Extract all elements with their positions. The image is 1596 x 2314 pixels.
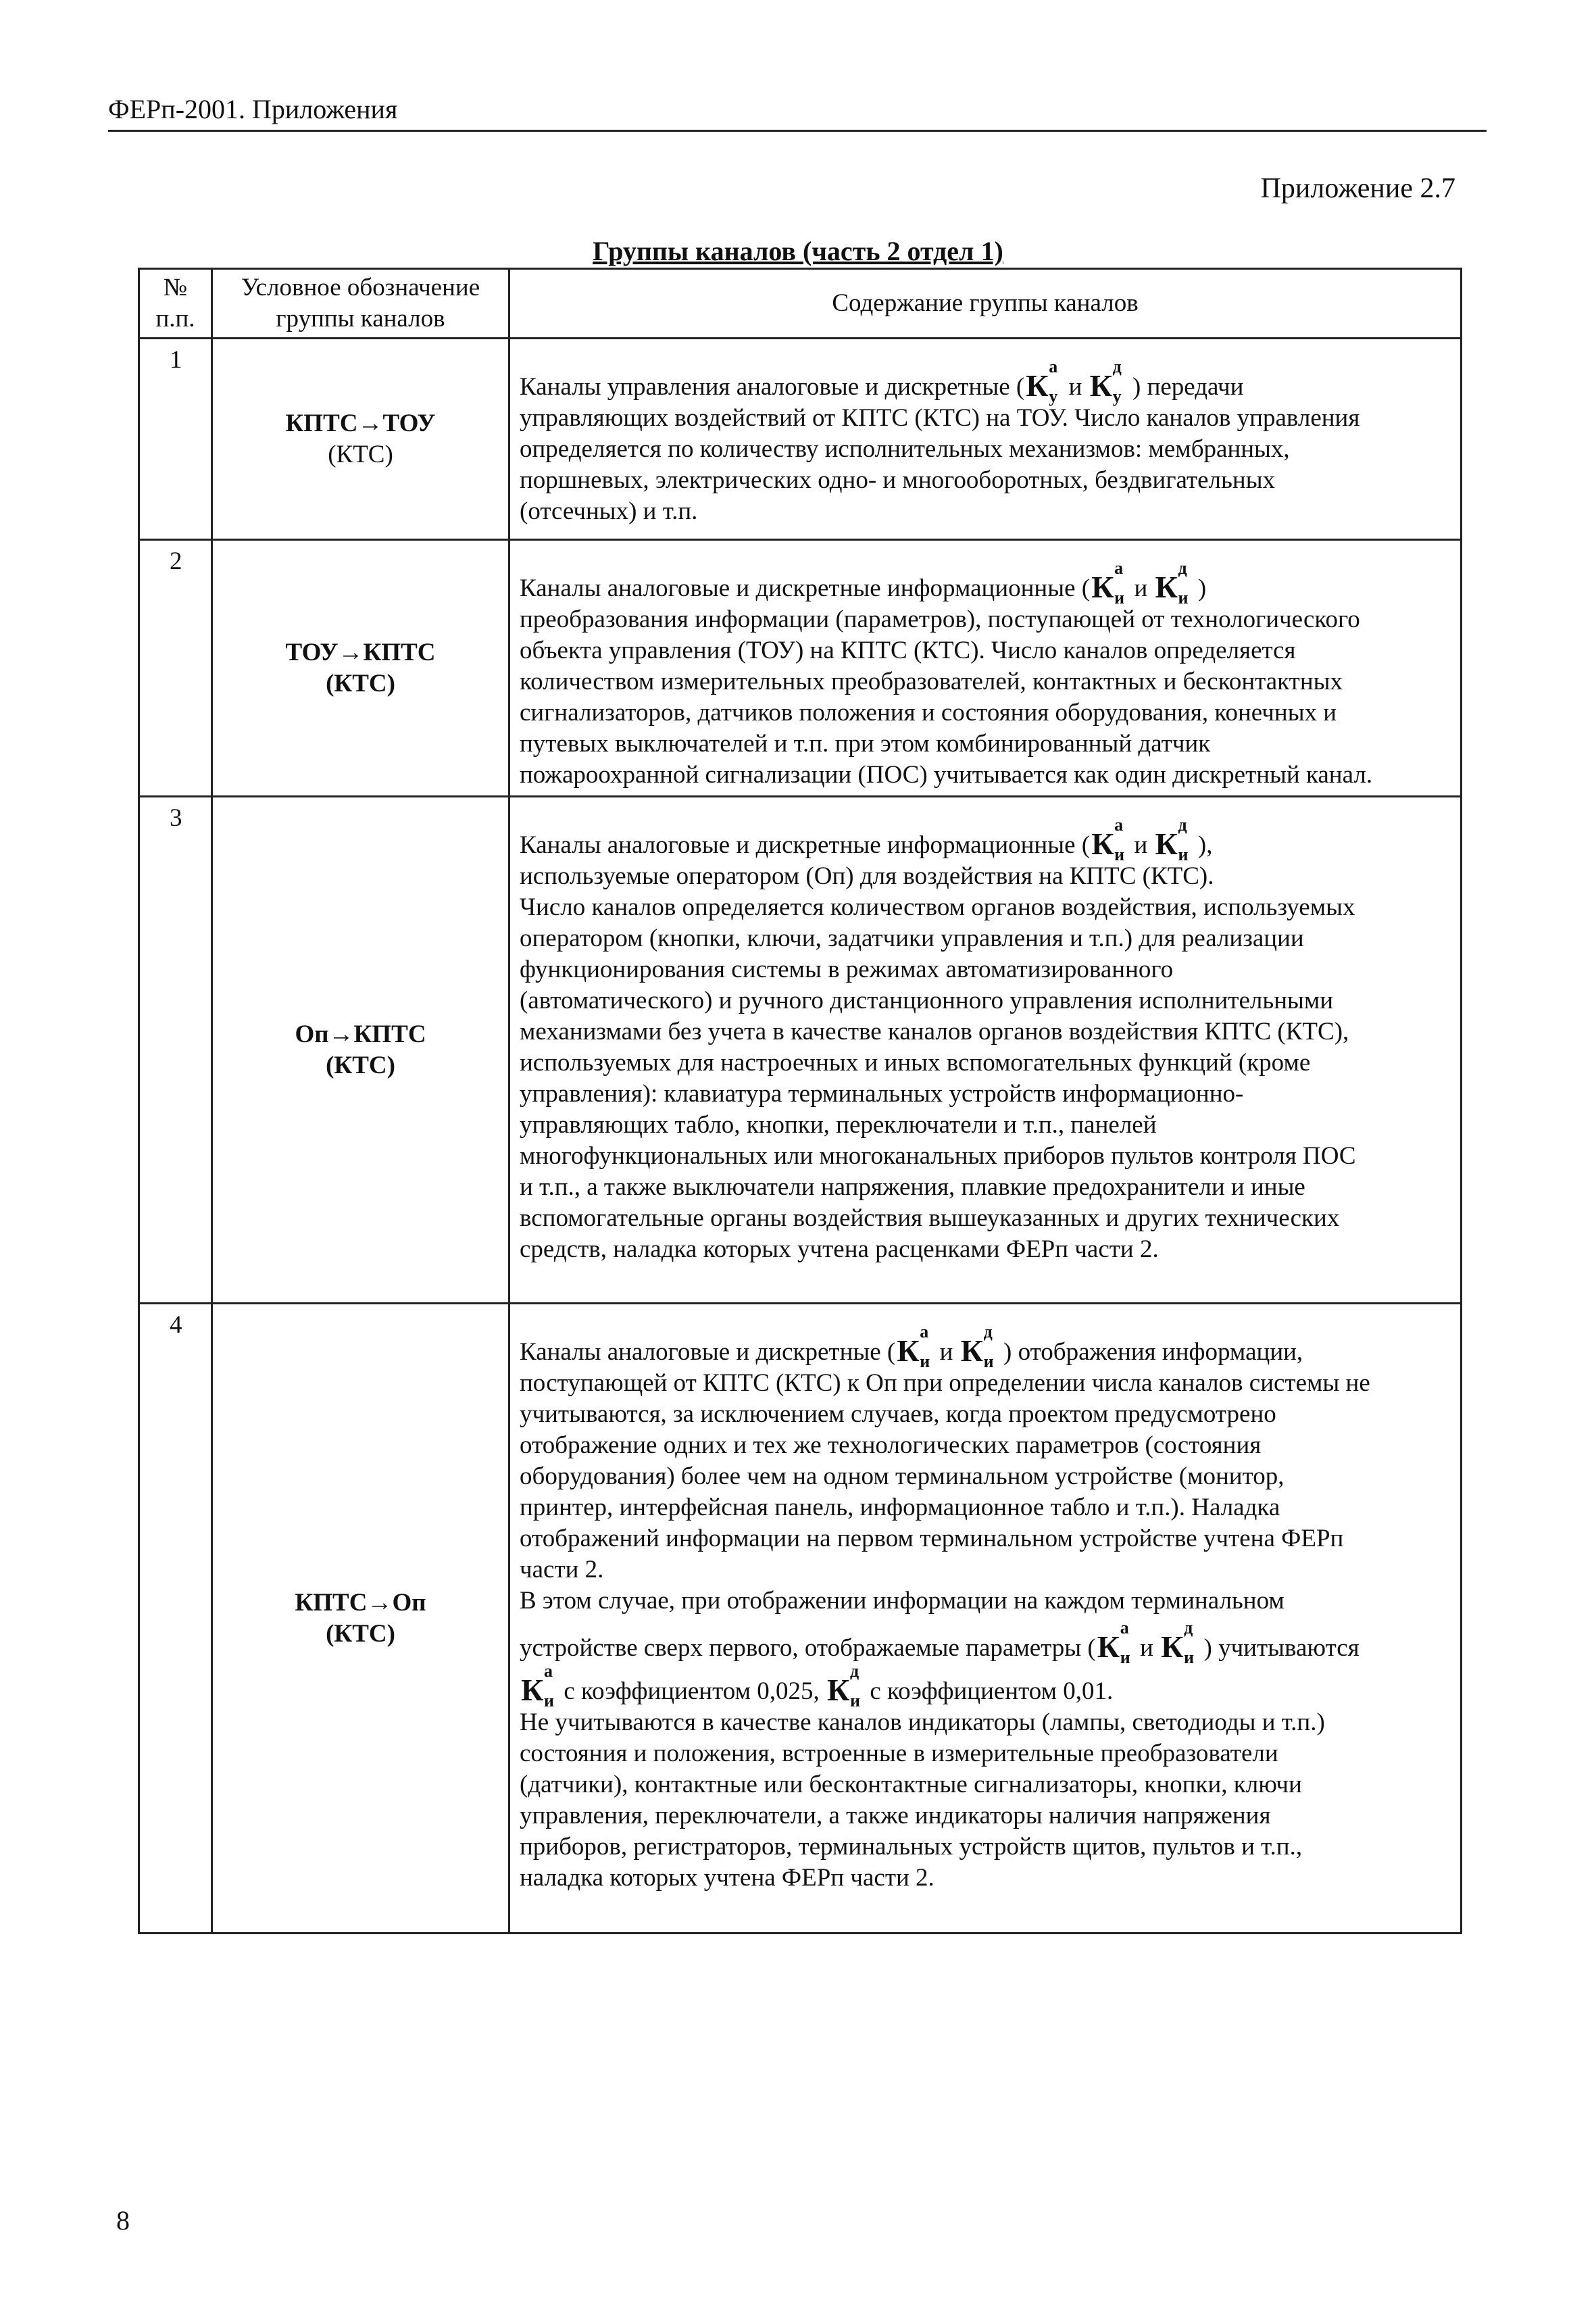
k-a-i-symbol: К а и [897, 1322, 930, 1371]
k-d-i-symbol: К д и [960, 1322, 994, 1371]
text-fragment: ) [1197, 574, 1207, 602]
header-row [139, 269, 1462, 339]
row-symbol [212, 339, 509, 540]
table-row [139, 540, 1462, 797]
content-line: функционирования системы в режимах автоматизированного [520, 956, 1174, 983]
text-fragment: Каналы аналоговые и дискретные ( [520, 1338, 896, 1366]
content-line: учитываются, за исключением случаев, когда проектом предусмотрено [520, 1400, 1276, 1428]
row-number: 2 [139, 540, 212, 797]
running-head: ФЕРп-2001. Приложения [108, 93, 1487, 132]
content-line: В этом случае, при отображении информации на каждом терминальном [520, 1587, 1285, 1615]
table-title [0, 235, 1596, 267]
row-number: 4 [139, 1304, 212, 1934]
content-line: принтер, интерфейсная панель, информационное табло и т.п.). Наладка [520, 1494, 1280, 1521]
row-number: 3 [139, 797, 212, 1304]
table-row [139, 797, 1462, 1304]
content-line: наладка которых учтена ФЕРп части 2. [520, 1864, 934, 1892]
content-line: управления, переключатели, а также индикаторы наличия напряжения [520, 1802, 1271, 1829]
content-line: определяется по количеству исполнительных механизмов: мембранных, [520, 435, 1290, 463]
text-fragment: ), [1197, 831, 1213, 859]
symbol-sub: (КТС) [326, 1051, 395, 1079]
content-line: сигнализаторов, датчиков положения и состояния оборудования, конечных и [520, 699, 1337, 727]
symbol-name: КПТС→Оп [295, 1588, 426, 1617]
content-line: преобразования информации (параметров), поступающей от технологического [520, 606, 1360, 633]
content-line-coef [520, 1661, 1453, 1710]
coefficient-discrete: с коэффициентом 0,01. [870, 1677, 1114, 1705]
content-line: (отсечных) и т.п. [520, 497, 698, 525]
content-line-first [520, 815, 1453, 864]
content-line: многофункциональных или многоканальных приборов пультов контроля ПОС [520, 1142, 1356, 1170]
k-d-i-symbol: К д и [1155, 558, 1189, 608]
content-line: количеством измерительных преобразователей, контактных и бесконтактных [520, 668, 1343, 695]
row-symbol [212, 540, 509, 797]
text-fragment: Каналы аналоговые и дискретные информационные ( [520, 574, 1091, 602]
header-symbol [212, 269, 509, 339]
header-num-line2: п.п. [155, 305, 195, 333]
symbol-name: КПТС→ТОУ [285, 409, 436, 437]
content-line: управляющих воздействий от КПТС (КТС) на ТОУ. Число каналов управления [520, 404, 1360, 432]
k-d-i-symbol: К д и [1155, 815, 1189, 864]
content-line: используемых для настроечных и иных вспомогательных функций (кроме [520, 1049, 1311, 1077]
content-line: пожароохранной сигнализации (ПОС) учитывается как один дискретный канал. [520, 761, 1373, 789]
table-title-text: Группы каналов (часть 2 отдел 1) [593, 236, 1003, 266]
content-line: управляющих табло, кнопки, переключатели и т.п., панелей [520, 1111, 1157, 1139]
k-d-u-symbol: К д у [1089, 357, 1122, 406]
page-number: 8 [116, 2205, 130, 2236]
header-symbol-line1: Условное обозначение [241, 274, 480, 301]
content-line: состояния и положения, встроенные в измерительные преобразователи [520, 1740, 1278, 1767]
symbol-sub: (КТС) [326, 1619, 395, 1648]
header-num [139, 269, 212, 339]
content-line-first [520, 1322, 1453, 1371]
table-row [139, 339, 1462, 540]
symbol-name: ТОУ→КПТС [285, 638, 436, 666]
content-line: (автоматического) и ручного дистанционного управления исполнительными [520, 987, 1334, 1014]
header-symbol-line2: группы каналов [276, 305, 445, 333]
k-a-u-symbol: К а у [1026, 357, 1058, 406]
content-line: путевых выключателей и т.п. при этом комбинированный датчик [520, 730, 1211, 758]
text-fragment: ) учитываются [1203, 1634, 1360, 1662]
symbol-sub: (КТС) [326, 669, 395, 697]
row-symbol [212, 1304, 509, 1934]
row-symbol [212, 797, 509, 1304]
content-line: механизмами без учета в качестве каналов органов воздействия КПТС (КТС), [520, 1018, 1349, 1045]
text-fragment: Каналы управления аналоговые и дискретные ( [520, 373, 1025, 401]
content-line: отображение одних и тех же технологических параметров (состояния [520, 1431, 1262, 1459]
and-word: и [1134, 574, 1148, 602]
k-a-i-symbol: К а и [1091, 815, 1125, 864]
content-line: управления): клавиатура терминальных устройств информационно- [520, 1080, 1244, 1108]
symbol-name: Оп→КПТС [295, 1020, 426, 1048]
content-line: объекта управления (ТОУ) на КПТС (КТС). Число каналов определяется [520, 637, 1296, 664]
k-a-i-symbol: К а и [1097, 1618, 1130, 1667]
k-a-i-symbol: К а и [521, 1661, 554, 1710]
content-line-first [520, 357, 1453, 406]
content-line: оборудования) более чем на одном терминальном устройстве (монитор, [520, 1462, 1285, 1490]
content-line: поступающей от КПТС (КТС) к Оп при определении числа каналов системы не [520, 1369, 1370, 1397]
and-word: и [939, 1338, 953, 1366]
content-line: оператором (кнопки, ключи, задатчики управления и т.п.) для реализации [520, 925, 1304, 952]
content-line: приборов, регистраторов, терминальных устройств щитов, пультов и т.п., [520, 1833, 1303, 1861]
content-line-first [520, 558, 1453, 608]
content-line: и т.п., а также выключатели напряжения, плавкие предохранители и иные [520, 1173, 1305, 1201]
row-content [509, 540, 1462, 797]
and-word: и [1134, 831, 1148, 859]
header-content: Содержание группы каналов [509, 269, 1462, 339]
content-line: используемые оператором (Оп) для воздействия на КПТС (КТС). [520, 862, 1214, 890]
and-word: и [1140, 1634, 1153, 1662]
row-number: 1 [139, 339, 212, 540]
row-content [509, 339, 1462, 540]
k-d-i-symbol: К д и [827, 1661, 860, 1710]
content-line: Число каналов определяется количеством органов воздействия, используемых [520, 893, 1355, 921]
content-line: Не учитываются в качестве каналов индикаторы (лампы, светодиоды и т.п.) [520, 1708, 1325, 1736]
content-line: поршневых, электрических одно- и многооборотных, бездвигательных [520, 466, 1276, 494]
content-line: средств, наладка которых учтена расценками ФЕРп части 2. [520, 1235, 1159, 1263]
appendix-label: Приложение 2.7 [1260, 173, 1455, 204]
content-line-mid [520, 1618, 1453, 1667]
symbol-sub: (КТС) [328, 440, 393, 468]
row-content [509, 1304, 1462, 1934]
content-line: (датчики), контактные или бесконтактные сигнализаторы, кнопки, ключи [520, 1771, 1302, 1798]
text-fragment: Каналы аналоговые и дискретные информационные ( [520, 831, 1091, 859]
content-line: вспомогательные органы воздействия вышеуказанных и других технических [520, 1204, 1340, 1232]
content-line: части 2. [520, 1556, 604, 1583]
coefficient-analog: с коэффициентом 0,025, [564, 1677, 820, 1705]
text-fragment: устройстве сверх первого, отображаемые параметры ( [520, 1634, 1096, 1662]
table-row [139, 1304, 1462, 1934]
text-fragment: ) передачи [1132, 373, 1244, 401]
header-num-line1: № [163, 274, 188, 301]
text-fragment: ) отображения информации, [1003, 1338, 1303, 1366]
content-line: отображений информации на первом терминальном устройстве учтена ФЕРп [520, 1525, 1344, 1552]
and-word: и [1068, 373, 1082, 401]
channel-groups-table [138, 268, 1462, 1934]
k-d-i-symbol: К д и [1161, 1618, 1195, 1667]
row-content [509, 797, 1462, 1304]
k-a-i-symbol: К а и [1091, 558, 1125, 608]
